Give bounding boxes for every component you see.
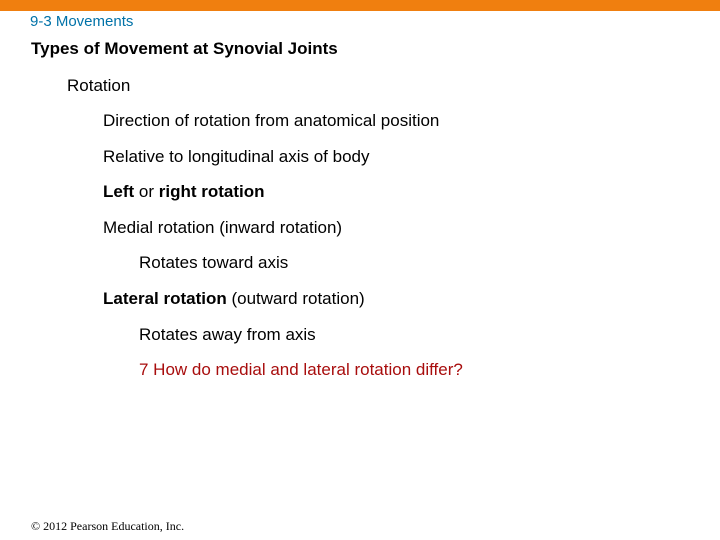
medial-rotation-term: Medial rotation	[103, 218, 215, 237]
medial-rotation-note: (inward rotation)	[219, 218, 343, 237]
bullet-medial-rotation	[103, 218, 342, 238]
sub-bullet-toward-axis: Rotates toward axis	[139, 253, 289, 272]
slide-title: Types of Movement at Synovial Joints	[31, 39, 338, 58]
top-accent-bar	[0, 0, 720, 11]
left-term: Left	[103, 182, 135, 201]
bullet-lateral-rotation	[103, 289, 365, 309]
lateral-rotation-note: (outward rotation)	[231, 289, 365, 308]
section-label: 9-3 Movements	[0, 11, 143, 32]
bullet-relative-axis: Relative to longitudinal axis of body	[103, 147, 370, 166]
or-connector: or	[138, 182, 155, 201]
right-rotation-term: right rotation	[158, 182, 265, 201]
review-question: 7 How do medial and lateral rotation differ?	[139, 360, 463, 379]
sub-bullet-away-axis: Rotates away from axis	[139, 325, 316, 344]
topic-heading: Rotation	[67, 76, 131, 95]
lateral-rotation-term: Lateral rotation	[103, 289, 227, 308]
bullet-direction: Direction of rotation from anatomical position	[103, 111, 440, 130]
copyright-footer: © 2012 Pearson Education, Inc.	[31, 519, 185, 533]
bullet-left-right	[103, 182, 265, 202]
